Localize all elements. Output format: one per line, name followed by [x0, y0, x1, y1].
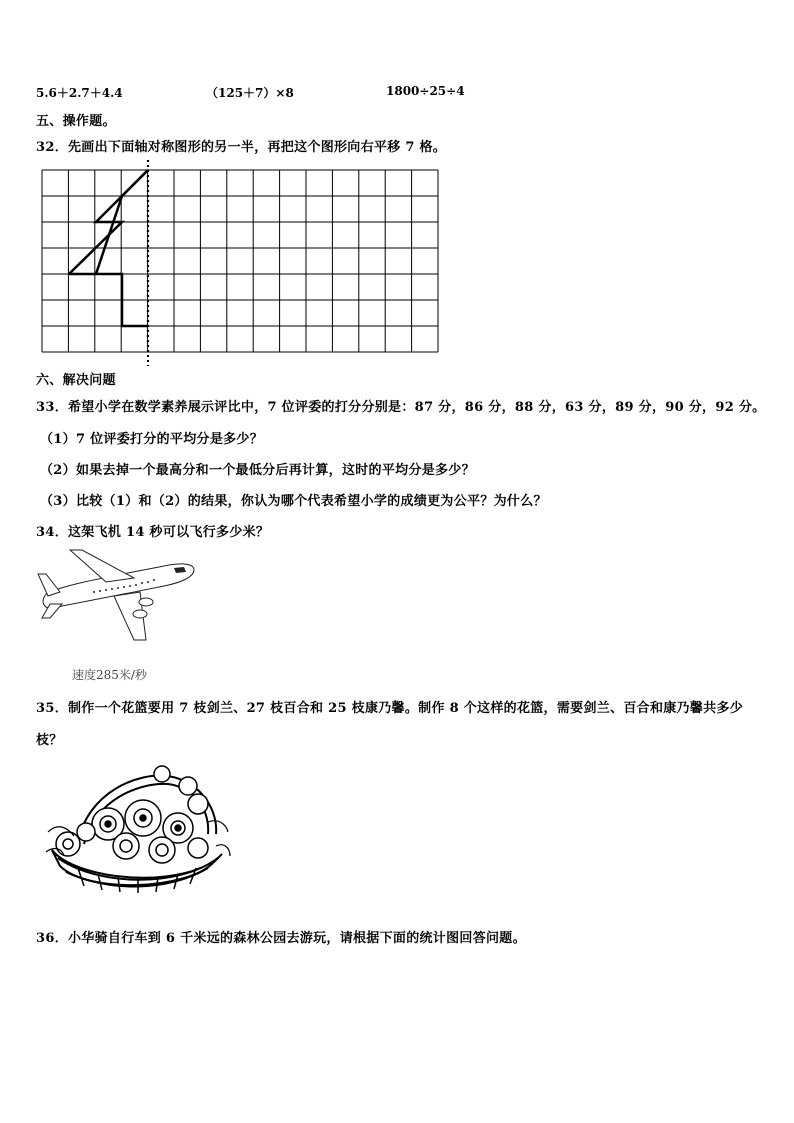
speed-caption: 速度285米/秒 [72, 668, 147, 682]
airplane-illustration [34, 546, 199, 656]
question-35-text-line2: 枝？ [36, 733, 63, 748]
question-33-sub1: （1）7 位评委打分的平均分是多少？ [40, 432, 264, 447]
symmetry-grid [40, 160, 450, 370]
question-33-text: 33．希望小学在数学素养展示评比中，7 位评委的打分分别是：87 分，86 分，88 分，63 分，89 分，90 分，92 分。 [36, 400, 766, 415]
question-33-sub2: （2）如果去掉一个最高分和一个最低分后再计算，这时的平均分是多少？ [40, 463, 475, 478]
calc-expression-3: 1800÷25÷4 [386, 84, 465, 98]
calc-expression-2: （125＋7）×8 [206, 86, 294, 100]
question-36-text: 36．小华骑自行车到 6 千米远的森林公园去游玩，请根据下面的统计图回答问题。 [36, 931, 526, 946]
question-35-text-line1: 35．制作一个花篮要用 7 枝剑兰、27 枝百合和 25 枝康乃馨。制作 8 个这样的花篮，需要剑兰、百合和康乃馨共多少 [36, 701, 744, 716]
section-five-heading: 五、操作题。 [36, 114, 116, 129]
flower-basket-illustration [38, 762, 234, 900]
question-33-sub3: （3）比较（1）和（2）的结果，你认为哪个代表希望小学的成绩更为公平？为什么？ [40, 494, 547, 509]
calc-expression-1: 5.6＋2.7＋4.4 [36, 86, 123, 100]
section-six-heading: 六、解决问题 [36, 373, 116, 388]
question-34-text: 34．这架飞机 14 秒可以飞行多少米？ [36, 525, 270, 540]
question-32-text: 32．先画出下面轴对称图形的另一半，再把这个图形向右平移 7 格。 [36, 140, 447, 155]
